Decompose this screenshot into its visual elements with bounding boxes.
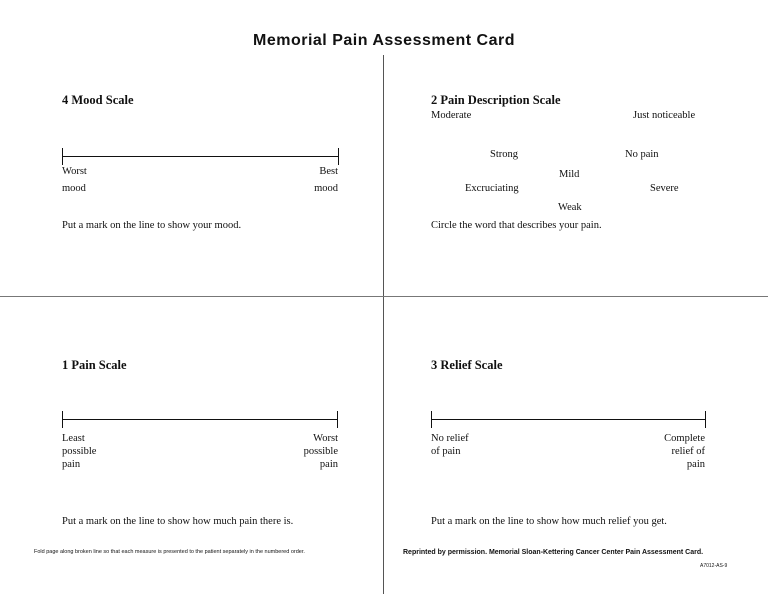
description-instruction: Circle the word that describes your pain. xyxy=(431,220,602,231)
mood-scale-heading: 4 Mood Scale xyxy=(62,93,134,107)
form-code: A7012-AS-9 xyxy=(700,563,728,569)
pain-scale-heading: 1 Pain Scale xyxy=(62,358,127,372)
mood-instruction: Put a mark on the line to show your mood. xyxy=(62,220,242,231)
horizontal-fold-line xyxy=(0,296,768,297)
mood-scale-right-tick xyxy=(338,148,339,165)
vertical-fold-line xyxy=(383,55,384,594)
mood-right-label: Best mood xyxy=(314,166,338,194)
relief-instruction: Put a mark on the line to show how much relief you get. xyxy=(431,516,667,527)
word-moderate[interactable]: Moderate xyxy=(431,110,472,121)
relief-scale-left-tick xyxy=(431,411,432,428)
pain-scale-left-tick xyxy=(62,411,63,428)
pain-instruction: Put a mark on the line to show how much pain there is. xyxy=(62,516,294,527)
word-mild[interactable]: Mild xyxy=(559,169,580,180)
word-strong[interactable]: Strong xyxy=(490,149,519,160)
pain-right-label: Worst possible pain xyxy=(303,433,338,470)
pain-scale-right-tick xyxy=(337,411,338,428)
reprint-notice: Reprinted by permission. Memorial Sloan-Kettering Cancer Center Pain Assessment Card. xyxy=(403,549,704,556)
word-excruciating[interactable]: Excruciating xyxy=(465,183,519,194)
pain-left-label: Least possible pain xyxy=(62,433,97,470)
description-scale-heading: 2 Pain Description Scale xyxy=(431,93,561,107)
mood-left-label: Worst mood xyxy=(62,166,87,194)
word-severe[interactable]: Severe xyxy=(650,183,679,194)
relief-right-label: Complete relief of pain xyxy=(664,433,705,470)
relief-scale-right-tick xyxy=(705,411,706,428)
word-just-noticeable[interactable]: Just noticeable xyxy=(633,110,696,121)
mood-scale-left-tick xyxy=(62,148,63,165)
word-no-pain[interactable]: No pain xyxy=(625,149,659,160)
fold-note: Fold page along broken line so that each measure is presented to the patient separately in the numbered order. xyxy=(34,549,305,555)
relief-scale-heading: 3 Relief Scale xyxy=(431,358,503,372)
card-title: Memorial Pain Assessment Card xyxy=(253,32,515,49)
relief-left-label: No relief of pain xyxy=(431,433,469,457)
mood-scale-line[interactable] xyxy=(62,156,339,157)
relief-scale-line[interactable] xyxy=(431,419,706,420)
pain-scale-line[interactable] xyxy=(62,419,338,420)
word-weak[interactable]: Weak xyxy=(558,202,582,213)
